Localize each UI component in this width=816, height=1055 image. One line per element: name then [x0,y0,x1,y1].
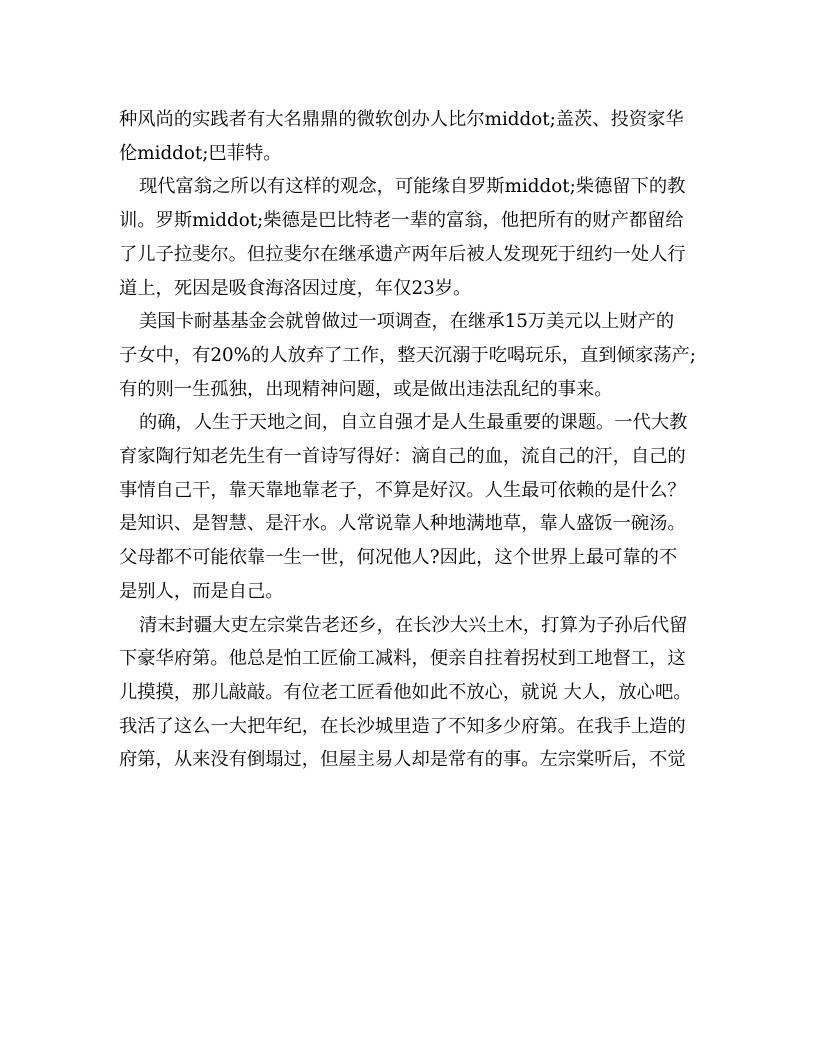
text-line: 事情自己干，靠天靠地靠老子，不算是好汉。人生最可依赖的是什么？ [119,479,686,501]
text-line: 清末封疆大吏左宗棠告老还乡，在长沙大兴土木，打算为子孙后代留 [139,614,688,636]
text-line: 是别人，而是自己。 [119,580,284,602]
text-line: 种风尚的实践者有大名鼎鼎的微软创办人比尔middot;盖茨、投资家华 [119,109,684,130]
paragraph-5 [119,609,704,778]
text-line: 父母都不可能依靠一生一世，何况他人?因此，这个世界上最可靠的不 [119,547,678,569]
text-line: 道上，死因是吸食海洛因过度，年仅23岁。 [119,277,472,299]
paragraph-1 [119,103,704,170]
text-line: 现代富翁之所以有这样的观念，可能缘自罗斯middot;柴德留下的教 [139,176,686,198]
text-line: 府第，从来没有倒塌过，但屋主易人却是常有的事。左宗棠听后，不觉 [119,749,686,771]
paragraph-3 [119,305,704,406]
text-line: 有的则一生孤独，出现精神问题，或是做出违法乱纪的事来。 [119,378,613,400]
text-line: 我活了这么一大把年纪，在长沙城里造了不知多少府第。在我手上造的 [119,715,686,737]
text-line: 的确，人生于天地之间，自立自强才是人生最重要的课题。一代大教 [139,412,688,434]
paragraph-2 [119,170,704,305]
text-line: 训。罗斯middot;柴德是巴比特老一辈的富翁，他把所有的财产都留给 [119,210,684,232]
paragraph-4 [119,406,704,608]
text-line: 美国卡耐基基金会就曾做过一项调查，在继承15万美元以上财产的 [139,311,675,333]
text-line: 子女中，有20%的人放弃了工作，整天沉溺于吃喝玩乐，直到倾家荡产; [119,344,696,366]
text-line: 儿摸摸，那儿敲敲。有位老工匠看他如此不放心，就说 大人，放心吧。 [119,681,692,703]
text-line: 伦middot;巴菲特。 [119,142,282,164]
text-line: 是知识、是智慧、是汗水。人常说靠人种地满地草，靠人盛饭一碗汤。 [119,513,686,535]
text-line: 了儿子拉斐尔。但拉斐尔在继承遗产两年后被人发现死于纽约一处人行 [119,243,686,265]
document-body [119,103,704,777]
text-line: 下豪华府第。他总是怕工匠偷工减料，便亲自拄着拐杖到工地督工，这 [119,648,686,670]
text-line: 育家陶行知老先生有一首诗写得好：滴自己的血，流自己的汗，自己的 [119,446,686,468]
